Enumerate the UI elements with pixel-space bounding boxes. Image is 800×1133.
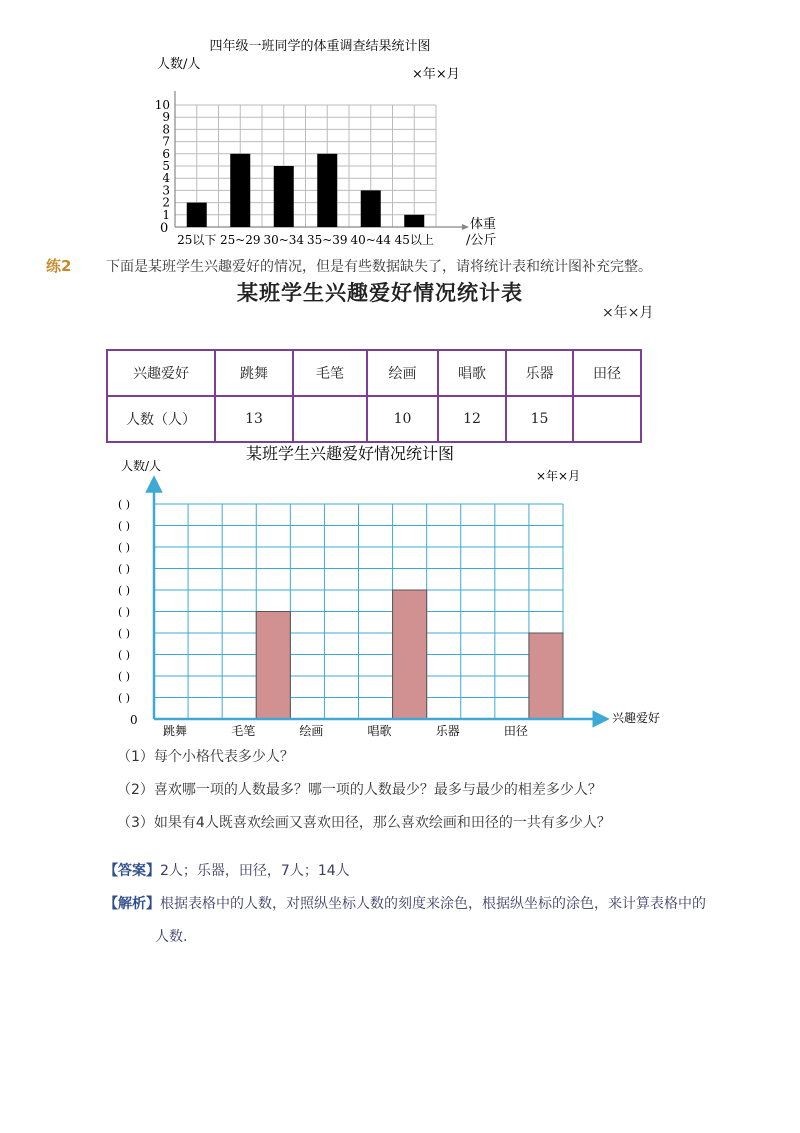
table-cell: 绘画 [367, 350, 438, 396]
chart1-y-tick-label: 7 [162, 134, 170, 149]
table-cell-blank[interactable] [573, 396, 641, 442]
chart1-x-tick-label: 35~39 [306, 233, 348, 247]
chart2-date: ×年×月 [536, 469, 581, 483]
chart1-x-tick-label: 40~44 [350, 233, 392, 247]
chart1-y-tick-label: 3 [162, 183, 170, 198]
analysis-text-2: 人数. [155, 929, 188, 945]
table-header-row [107, 350, 641, 396]
chart1-bar [274, 166, 294, 227]
table-cell: 毛笔 [293, 350, 367, 396]
chart2-x-tick-label: 跳舞 [163, 724, 188, 738]
exercise-label: 练2 [46, 257, 72, 275]
question-1: （1）每个小格代表多少人？ [117, 749, 294, 765]
chart1-y-tick-label: 6 [162, 146, 170, 161]
table-cell: 跳舞 [215, 350, 293, 396]
answer-tag: 【答案】 [104, 863, 160, 879]
chart1-x-tick-label: 25以下 [177, 233, 217, 247]
analysis-tag: 【解析】 [104, 896, 160, 912]
chart2-y-tick-blank: ( ) [117, 562, 131, 576]
chart2-ylabel: 人数/人 [121, 459, 162, 473]
table-cell: 田径 [573, 350, 641, 396]
chart1-x-tick-label: 30~34 [263, 233, 305, 247]
table-title: 某班学生兴趣爱好情况统计表 [237, 280, 523, 305]
table-cell: 兴趣爱好 [107, 350, 215, 396]
chart1-y-tick-label: 1 [162, 207, 170, 222]
answer-text: 2人；乐器，田径，7人；14人 [160, 863, 350, 879]
chart1-y-tick-label: 9 [162, 110, 170, 125]
chart2-bar [529, 633, 563, 719]
chart2-x-tick-label: 田径 [503, 724, 528, 738]
hobby-bar-chart [96, 440, 696, 745]
chart1-xlabel-1: 体重 [470, 217, 497, 232]
chart1-y-tick-label: 8 [162, 122, 170, 137]
chart1-x-tick-label: 45以上 [394, 233, 434, 247]
chart2-y-tick-blank: ( ) [117, 519, 131, 533]
chart2-zero: 0 [130, 713, 138, 727]
chart1-bar [404, 215, 424, 227]
question-3: （3）如果有4人既喜欢绘画又喜欢田径，那么喜欢绘画和田径的一共有多少人？ [117, 815, 611, 831]
weight-bar-chart [140, 30, 520, 250]
table-cell: 人数（人） [107, 396, 215, 442]
chart2-y-tick-blank: ( ) [117, 691, 131, 705]
chart1-x-ticks [177, 232, 434, 247]
chart2-y-tick-blank: ( ) [117, 541, 131, 554]
chart1-bar [230, 154, 250, 227]
chart2-y-tick-blank: ( ) [117, 627, 131, 640]
chart1-date: ×年×月 [412, 67, 460, 82]
chart1-xlabel-2: /公斤 [466, 233, 497, 248]
table-cell-blank[interactable] [293, 396, 367, 442]
hobby-table [106, 349, 642, 443]
question-2: （2）喜欢哪一项的人数最多？哪一项的人数最少？最多与最少的相差多少人？ [117, 782, 602, 798]
chart2-grid [154, 504, 563, 719]
chart2-bar [256, 612, 290, 720]
answer-line [104, 856, 350, 886]
analysis-text-1: 根据表格中的人数，对照纵坐标人数的刻度来涂色，根据纵坐标的涂色，来计算表格中的 [160, 896, 706, 912]
exercise-text: 下面是某班学生兴趣爱好的情况，但是有些数据缺失了，请将统计表和统计图补充完整。 [106, 259, 652, 275]
chart2-y-ticks [118, 498, 130, 705]
chart1-bar [187, 203, 207, 227]
chart2-x-tick-label: 乐器 [435, 724, 460, 738]
table-cell: 唱歌 [438, 350, 506, 396]
chart2-bar [393, 590, 427, 719]
chart2-y-tick-blank: ( ) [117, 670, 131, 683]
chart1-y-tick-label: 4 [162, 171, 170, 186]
chart2-x-tick-label: 绘画 [299, 724, 324, 738]
table-cell: 13 [215, 396, 293, 442]
chart1-y-ticks [155, 98, 171, 222]
chart2-title: 某班学生兴趣爱好情况统计图 [245, 444, 455, 463]
chart1-y-tick-label: 5 [162, 159, 170, 173]
table-cell: 10 [367, 396, 438, 442]
chart2-y-tick-blank: ( ) [117, 648, 131, 662]
chart1-x-tick-label: 25~29 [219, 233, 261, 247]
chart1-x-arrow [462, 224, 469, 230]
table-cell: 乐器 [506, 350, 573, 396]
chart1-y-tick-label: 10 [154, 98, 170, 112]
chart2-y-tick-blank: ( ) [117, 584, 131, 597]
analysis-line [104, 889, 706, 919]
chart1-y-tick-label: 2 [162, 195, 170, 210]
chart2-y-tick-blank: ( ) [117, 498, 131, 511]
chart2-xlabel: 兴趣爱好 [612, 711, 661, 725]
table-cell: 15 [506, 396, 573, 442]
chart2-x-tick-label: 唱歌 [367, 724, 392, 738]
chart1-zero: 0 [160, 221, 169, 236]
chart2-x-ticks [163, 723, 528, 738]
table-cell: 12 [438, 396, 506, 442]
chart1-bar [317, 154, 337, 227]
chart1-bar [361, 190, 381, 227]
table-row [107, 396, 641, 442]
analysis-line-2 [155, 922, 187, 952]
chart1-title: 四年级一班同学的体重调查结果统计图 [209, 39, 431, 54]
table-date: ×年×月 [602, 305, 654, 321]
chart1-ylabel: 人数/人 [157, 57, 201, 72]
chart2-x-tick-label: 毛笔 [231, 724, 256, 738]
chart2-y-tick-blank: ( ) [117, 605, 131, 619]
